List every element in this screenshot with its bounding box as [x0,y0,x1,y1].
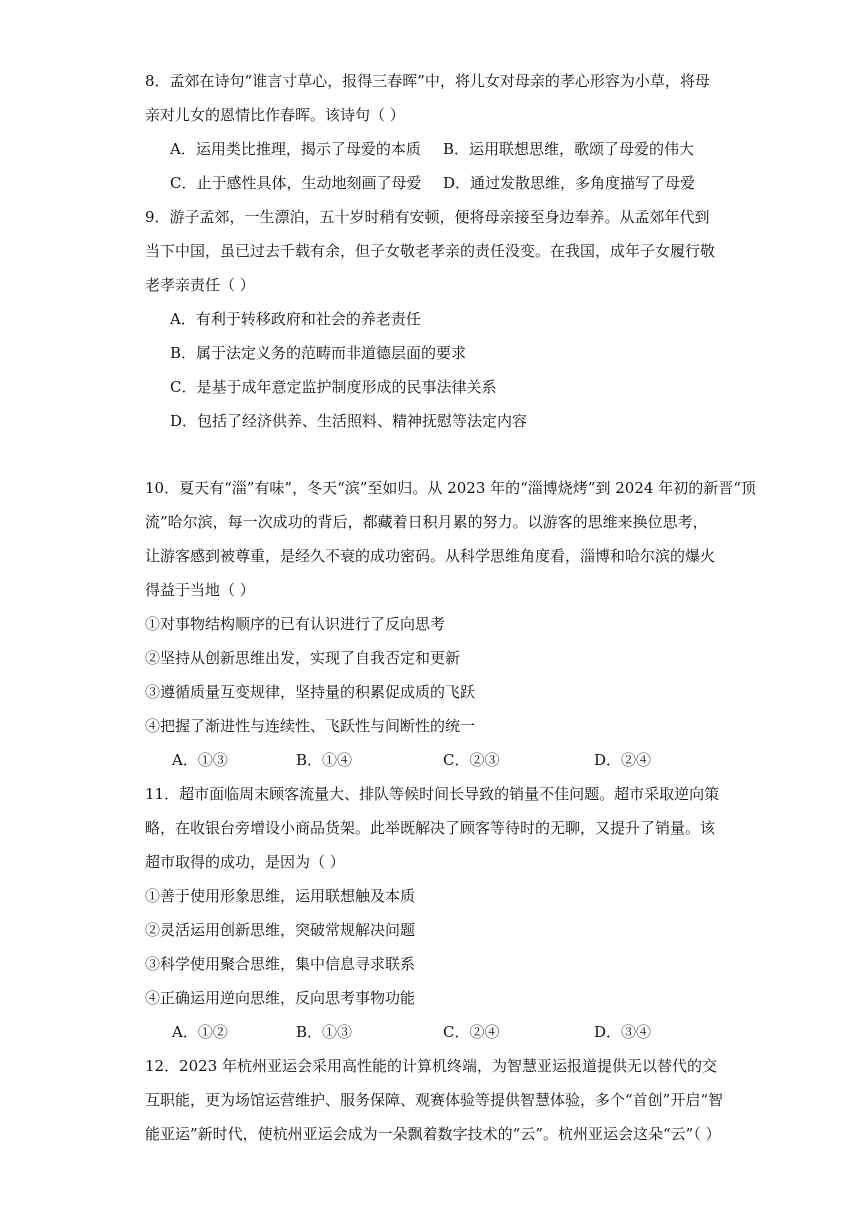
q10-stem-line-3: 让游客感到被尊重，是经久不衰的成功密码。从科学思维角度看，淄博和哈尔滨的爆火 [145,547,716,565]
q10-stem-line-2: 流”哈尔滨，每一次成功的背后，都藏着日积月累的努力。以游客的思维来换位思考， [145,513,708,531]
q9-stem-line-3: 老孝亲责任（ ） [145,276,255,294]
q12-stem-line-3: 能亚运”新时代，使杭州亚运会成为一朵飘着数字技术的“云”。杭州亚运会这朵“云”（ ） [145,1125,721,1143]
q11-option-c: C．②④ [443,1023,500,1041]
q12-stem-line-1: 12．2023 年杭州亚运会采用高性能的计算机终端，为智慧亚运报道提供无以替代的交 [145,1057,718,1075]
q11-stem-line-3: 超市取得的成功，是因为（ ） [145,853,345,871]
q10-statement-4: ④把握了渐进性与连续性、飞跃性与间断性的统一 [145,717,476,735]
q8-option-a: A．运用类比推理，揭示了母爱的本质 [170,140,421,158]
q10-stem-line-4: 得益于当地（ ） [145,581,255,599]
q11-stem-line-2: 略，在收银台旁增设小商品货架。此举既解决了顾客等待时的无聊，又提升了销量。该 [145,819,716,837]
q8-stem-line-1: 8．孟郊在诗句“谁言寸草心，报得三春晖”中，将儿女对母亲的孝心形容为小草，将母 [145,72,710,90]
q9-option-d: D．包括了经济供养、生活照料、精神抚慰等法定内容 [170,412,528,430]
q10-option-d: D．②④ [594,751,652,769]
q10-statement-1: ①对事物结构顺序的已有认识进行了反向思考 [145,615,446,633]
q12-stem-line-2: 互职能，更为场馆运营维护、服务保障、观赛体验等提供智慧体验，多个“首创”开启“智 [145,1091,724,1109]
q11-option-d: D．③④ [594,1023,652,1041]
q10-option-a: A．①③ [172,751,228,769]
q9-stem-line-1: 9．游子孟郊，一生漂泊，五十岁时稍有安顿，便将母亲接至身边奉养。从孟郊年代到 [145,208,710,226]
q9-option-b: B．属于法定义务的范畴而非道德层面的要求 [170,344,467,362]
q8-option-b: B．运用联想思维，歌颂了母爱的伟大 [443,140,695,158]
q10-option-c: C．②③ [443,751,500,769]
q8-option-c: C．止于感性具体，生动地刻画了母爱 [170,174,422,192]
q9-option-a: A．有利于转移政府和社会的养老责任 [170,310,421,328]
q11-statement-4: ④正确运用逆向思维，反向思考事物功能 [145,989,416,1007]
q10-stem-line-1: 10．夏天有“淄”有味”，冬天“滨”至如归。从 2023 年的“淄博烧烤”到 2024 年初的新晋“顶 [145,479,756,497]
q11-option-a: A．①② [172,1023,228,1041]
q8-stem-line-2: 亲对儿女的恩情比作春晖。该诗句（ ） [145,106,405,124]
q9-option-c: C．是基于成年意定监护制度形成的民事法律关系 [170,378,497,396]
q11-statement-2: ②灵活运用创新思维，突破常规解决问题 [145,921,416,939]
q8-option-d: D．通过发散思维，多角度描写了母爱 [443,174,696,192]
q9-stem-line-2: 当下中国，虽已过去千载有余，但子女敬老孝亲的责任没变。在我国，成年子女履行敬 [145,242,716,260]
q10-option-b: B．①④ [296,751,353,769]
q11-statement-3: ③科学使用聚合思维，集中信息寻求联系 [145,955,416,973]
q11-option-b: B．①③ [296,1023,353,1041]
q10-statement-2: ②坚持从创新思维出发，实现了自我否定和更新 [145,649,461,667]
q11-stem-line-1: 11．超市面临周末顾客流量大、排队等候时间长导致的销量不佳问题。超市采取逆向策 [145,785,720,803]
q11-statement-1: ①善于使用形象思维，运用联想触及本质 [145,887,416,905]
q10-statement-3: ③遵循质量互变规律，坚持量的积累促成质的飞跃 [145,683,476,701]
